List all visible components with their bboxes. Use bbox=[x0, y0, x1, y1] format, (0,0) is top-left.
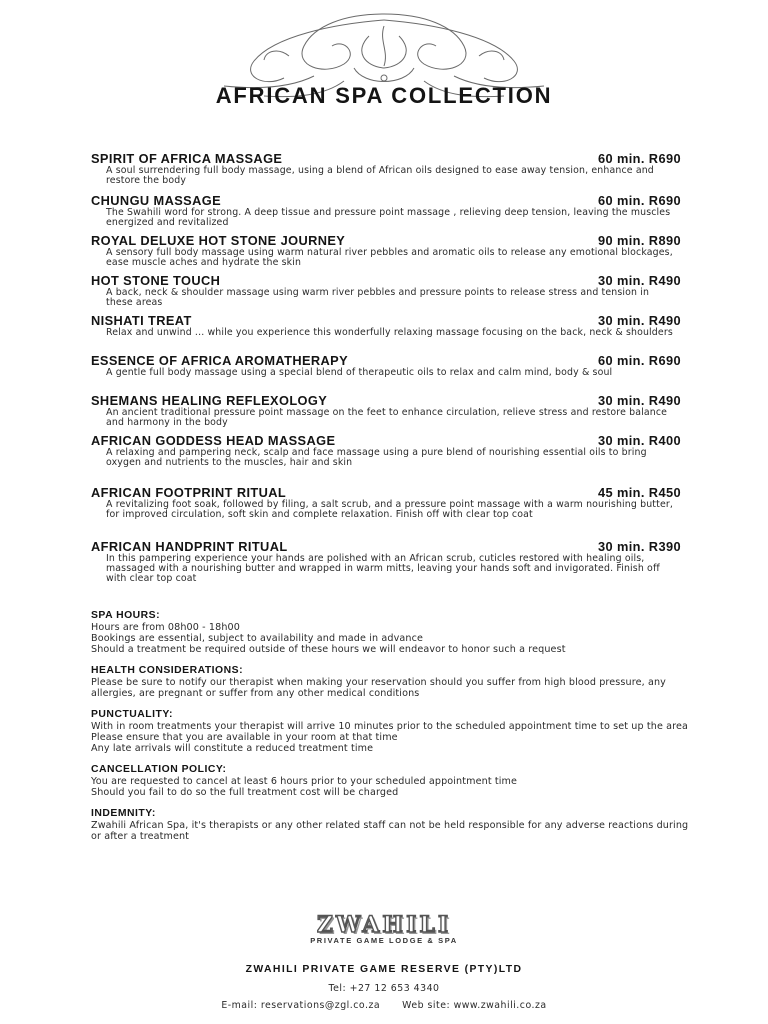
treatment-name: AFRICAN FOOTPRINT RITUAL bbox=[91, 485, 287, 500]
treatment-price: 30 min. R400 bbox=[597, 433, 681, 448]
treatment-name: AFRICAN HANDPRINT RITUAL bbox=[91, 539, 288, 554]
footer bbox=[0, 963, 768, 1011]
treatment-item bbox=[91, 151, 681, 193]
logo-wordmark: ZWAHILI bbox=[316, 912, 452, 938]
treatment-name: HOT STONE TOUCH bbox=[91, 273, 221, 288]
treatment-name: SHEMANS HEALING REFLEXOLOGY bbox=[91, 393, 328, 408]
policy-heading: CANCELLATION POLICY: bbox=[91, 764, 227, 775]
policy-line: With in room treatments your therapist will arrive 10 minutes prior to the scheduled appointment time to set up the area bbox=[91, 721, 689, 732]
treatment-description: An ancient traditional pressure point massage on the feet to enhance circulation, relieve stress and restore balance and harmony in the body bbox=[106, 407, 668, 428]
treatment-description: A soul surrendering full body massage, using a blend of African oils designed to ease away tension, enhance and restore the body bbox=[106, 165, 654, 186]
website-link[interactable]: Web site: www.zwahili.co.za bbox=[402, 1000, 547, 1011]
treatment-price: 45 min. R450 bbox=[597, 485, 681, 500]
treatment-list bbox=[91, 151, 681, 595]
treatment-item bbox=[91, 313, 681, 353]
policy-line: Should a treatment be required outside of these hours we will endeavor to honor such a request bbox=[91, 644, 566, 655]
treatment-item bbox=[91, 539, 681, 595]
treatment-description: In this pampering experience your hands are polished with an African scrub, cuticles restored with healing oils, massaged with a nourishing butter and wrapped in warm mitts, leaving your hands soft and invigorated. Finish off with clear top coat bbox=[106, 553, 660, 584]
policy-heading: PUNCTUALITY: bbox=[91, 709, 173, 720]
policy-line: Please be sure to notify our therapist when making your reservation should you suffer from high blood pressure, any allergies, are pregnant or suffer from any other medical conditions bbox=[91, 677, 666, 699]
treatment-description: Relax and unwind ... while you experience this wonderfully relaxing massage focusing on the back, neck & shoulders bbox=[106, 327, 673, 338]
logo-tagline: PRIVATE GAME LODGE & SPA bbox=[310, 936, 458, 945]
treatment-item bbox=[91, 193, 681, 233]
phone-number: Tel: +27 12 653 4340 bbox=[328, 983, 440, 994]
policy-line: Zwahili African Spa, it's therapists or any other related staff can not be held responsible for any adverse reactions during or after a treatment bbox=[91, 820, 689, 842]
policy-spa-hours bbox=[91, 610, 691, 655]
treatment-description: A relaxing and pampering neck, scalp and face massage using a pure blend of nourishing essential oils to bring oxygen and nutrients to the muscles, hair and skin bbox=[106, 447, 647, 468]
treatment-name: AFRICAN GODDESS HEAD MASSAGE bbox=[91, 433, 336, 448]
page-title: AFRICAN SPA COLLECTION bbox=[215, 83, 553, 108]
policy-heading: INDEMNITY: bbox=[91, 808, 156, 819]
policy-punctuality bbox=[91, 709, 691, 754]
policy-line: Please ensure that you are available in your room at that time bbox=[91, 732, 398, 743]
zwahili-logo bbox=[0, 912, 768, 945]
policy-line: Hours are from 08h00 - 18h00 bbox=[91, 622, 241, 633]
treatment-description: The Swahili word for strong. A deep tissue and pressure point massage , relieving deep tension, leaving the muscles energized and revitalized bbox=[106, 207, 671, 228]
treatment-item bbox=[91, 393, 681, 433]
company-name: ZWAHILI PRIVATE GAME RESERVE (PTY)LTD bbox=[245, 964, 523, 975]
treatment-price: 30 min. R390 bbox=[597, 539, 681, 554]
treatment-item bbox=[91, 233, 681, 273]
treatment-item bbox=[91, 433, 681, 485]
policy-line: Any late arrivals will constitute a reduced treatment time bbox=[91, 743, 374, 754]
policy-health bbox=[91, 665, 691, 699]
treatment-price: 60 min. R690 bbox=[597, 151, 681, 166]
policy-indemnity bbox=[91, 808, 691, 842]
policy-line: You are requested to cancel at least 6 hours prior to your scheduled appointment time bbox=[91, 776, 518, 787]
treatment-item bbox=[91, 485, 681, 539]
policy-line: Bookings are essential, subject to availability and made in advance bbox=[91, 633, 423, 644]
treatment-name: ROYAL DELUXE HOT STONE JOURNEY bbox=[91, 233, 346, 248]
policy-heading: HEALTH CONSIDERATIONS: bbox=[91, 665, 244, 676]
treatment-price: 30 min. R490 bbox=[597, 273, 681, 288]
treatment-name: NISHATI TREAT bbox=[91, 313, 192, 328]
treatment-item bbox=[91, 353, 681, 393]
treatment-item bbox=[91, 273, 681, 313]
treatment-name: ESSENCE OF AFRICA AROMATHERAPY bbox=[91, 353, 349, 368]
treatment-description: A sensory full body massage using warm natural river pebbles and aromatic oils to release any emotional blockages, ease muscle aches and hydrate the skin bbox=[106, 247, 673, 268]
treatment-price: 30 min. R490 bbox=[597, 393, 681, 408]
treatment-name: SPIRIT OF AFRICA MASSAGE bbox=[91, 151, 283, 166]
policy-list bbox=[91, 610, 691, 852]
treatment-name: CHUNGU MASSAGE bbox=[91, 193, 222, 208]
treatment-price: 60 min. R690 bbox=[597, 193, 681, 208]
treatment-description: A revitalizing foot soak, followed by filing, a salt scrub, and a pressure point massage with a warm nourishing butter, for improved circulation, soft skin and complete relaxation. Finish off with clear top coat bbox=[106, 499, 674, 520]
treatment-price: 90 min. R890 bbox=[597, 233, 681, 248]
treatment-description: A gentle full body massage using a special blend of therapeutic oils to relax and calm mind, body & soul bbox=[106, 367, 613, 378]
treatment-description: A back, neck & shoulder massage using warm river pebbles and pressure points to release stress and tension in these areas bbox=[106, 287, 650, 308]
treatment-price: 60 min. R690 bbox=[597, 353, 681, 368]
policy-heading: SPA HOURS: bbox=[91, 610, 161, 621]
treatment-price: 30 min. R490 bbox=[597, 313, 681, 328]
policy-cancellation bbox=[91, 764, 691, 798]
email-link[interactable]: E-mail: reservations@zgl.co.za bbox=[221, 1000, 381, 1011]
policy-line: Should you fail to do so the full treatment cost will be charged bbox=[91, 787, 399, 798]
